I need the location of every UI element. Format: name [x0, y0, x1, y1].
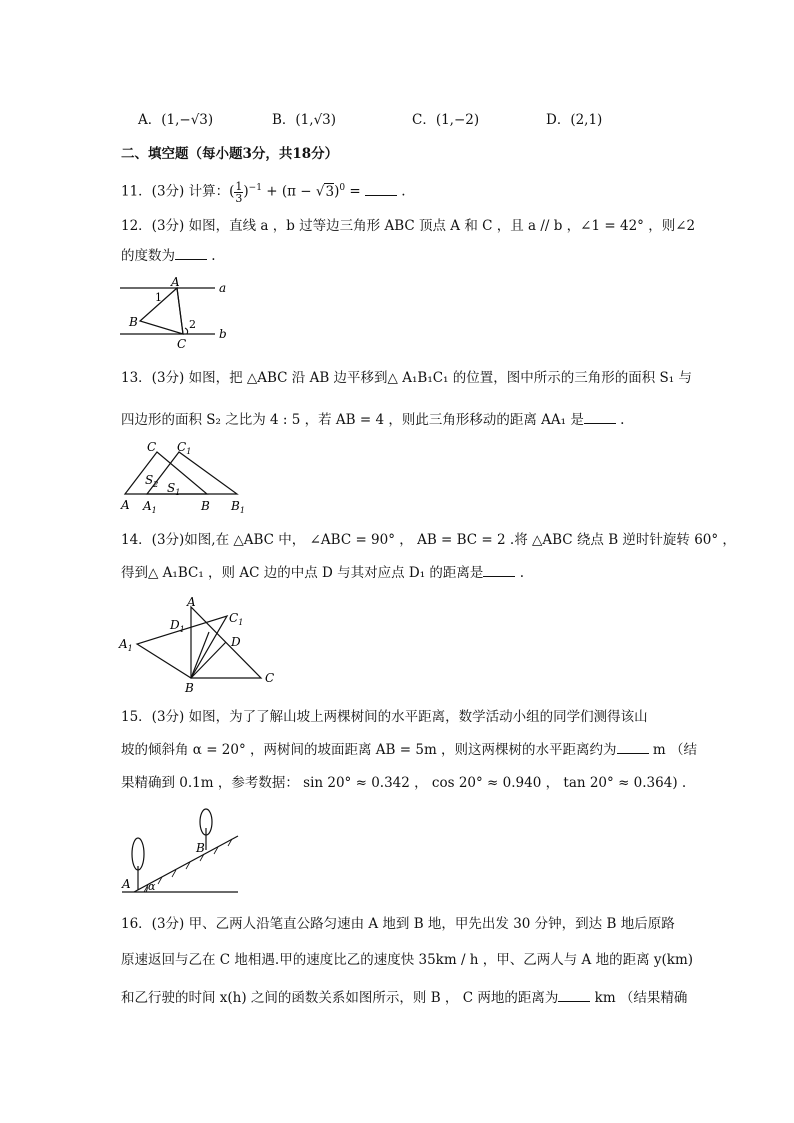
q11-exponent: −1	[248, 183, 262, 193]
question-16-line1: 16．(3分) 甲、乙两人沿笔直公路匀速由 A 地到 B 地，甲先出发 30 分钟，到达 B 地后原路	[121, 916, 675, 932]
q13-label-A: A	[121, 498, 130, 512]
answer-blank[interactable]	[617, 740, 649, 754]
q14-label-C: C	[265, 671, 275, 685]
answer-blank[interactable]	[175, 246, 207, 260]
q14-label-B: B	[185, 681, 194, 694]
option-a: A．(1,−√3)	[138, 112, 214, 128]
question-13-line1: 13．(3分) 如图，把 △ABC 沿 AB 边平移到△ A₁B₁C₁ 的位置，图中所示的三角形的面积 S₁ 与	[121, 370, 693, 386]
question-15-line2: 坡的倾斜角 α = 20° ，两树间的坡面距离 AB = 5m ，则这两棵树的水平距离约为 m （结	[121, 742, 697, 758]
q13-figure	[115, 436, 255, 514]
q12-figure	[115, 274, 245, 352]
question-11: 11．(3分) 计算：( $\frac{1}{3}$ )$^{-1} + (\pi - √3)^0$ = .	[121, 179, 406, 205]
q15-label-B: B	[196, 841, 205, 855]
answer-blank[interactable]	[558, 988, 590, 1002]
q14-figure	[115, 594, 285, 694]
question-12-line2: 的度数为 .	[121, 248, 216, 264]
q15-label-alpha: α	[148, 880, 156, 893]
q14-label-A: A	[187, 595, 196, 609]
section-title: 二、填空题（每小题3分，共18分）	[121, 146, 339, 162]
q13-label-B: B	[201, 499, 210, 513]
question-14-line2: 得到△ A₁BC₁ ，则 AC 边的中点 D 与其对应点 D₁ 的距离是 .	[121, 565, 525, 581]
q13-label-C: C	[147, 440, 157, 454]
q15-label-A: A	[122, 877, 131, 891]
q13-label-S2: $S_2$	[145, 473, 159, 489]
q13-label-A1: $A_1$	[143, 499, 157, 514]
q14-label-C1: $C_1$	[229, 611, 244, 627]
q11-prefix: 11．(3分) 计算：	[121, 183, 230, 200]
q12-label-A: A	[171, 275, 180, 289]
q12-label-a: a	[219, 281, 227, 295]
answer-blank[interactable]	[584, 410, 616, 424]
q12-label-B: B	[129, 315, 138, 329]
question-14-line1: 14．(3分)如图,在 △ABC 中， ∠ABC = 90° ， AB = BC = 2 .将 △ABC 绕点 B 逆时针旋转 60° ，	[121, 532, 736, 548]
q12-label-2: 2	[189, 318, 196, 331]
q12-label-b: b	[219, 327, 227, 341]
tree-icon	[132, 838, 144, 870]
option-d: D．(2,1)	[546, 112, 603, 128]
q13-label-C1: $C_1$	[177, 440, 192, 456]
question-16-line2: 原速返回与乙在 C 地相遇.甲的速度比乙的速度快 35km / h ，甲、乙两人与 A 地的距离 y(km)	[121, 952, 694, 968]
option-c: C．(1,−2)	[412, 112, 480, 128]
question-15-line1: 15．(3分) 如图，为了了解山坡上两棵树间的水平距离，数学活动小组的同学们测得该山	[121, 709, 648, 725]
answer-blank[interactable]	[483, 563, 515, 577]
q13-label-S1: $S_1$	[167, 481, 181, 497]
q15-figure	[118, 806, 243, 902]
q12-label-C: C	[177, 337, 187, 351]
q14-label-A1: $A_1$	[119, 637, 133, 653]
answer-blank[interactable]	[365, 182, 397, 196]
q11-fraction: $\frac{1}{3}$	[235, 179, 243, 205]
option-b: B．(1,√3)	[272, 112, 337, 128]
q13-label-B1: $B_1$	[231, 499, 245, 514]
question-13-line2: 四边形的面积 S₂ 之比为 4 : 5 ，若 AB = 4 ，则此三角形移动的距离 AA₁ 是 .	[121, 412, 625, 428]
q14-label-D: D	[231, 635, 241, 649]
q12-label-1: 1	[155, 291, 162, 304]
question-12-line1: 12．(3分) 如图，直线 a ，b 过等边三角形 ABC 顶点 A 和 C ，且 a // b ，∠1 = 42° ，则∠2	[121, 218, 696, 234]
question-15-line3: 果精确到 0.1m ，参考数据： sin 20° ≈ 0.342 ， cos 20° ≈ 0.940 ， tan 20° ≈ 0.364) .	[121, 775, 687, 791]
q14-label-D1: $D_1$	[170, 618, 185, 634]
question-16-line3: 和乙行驶的时间 x(h) 之间的函数关系如图所示，则 B ， C 两地的距离为 km （结果精确	[121, 990, 688, 1006]
